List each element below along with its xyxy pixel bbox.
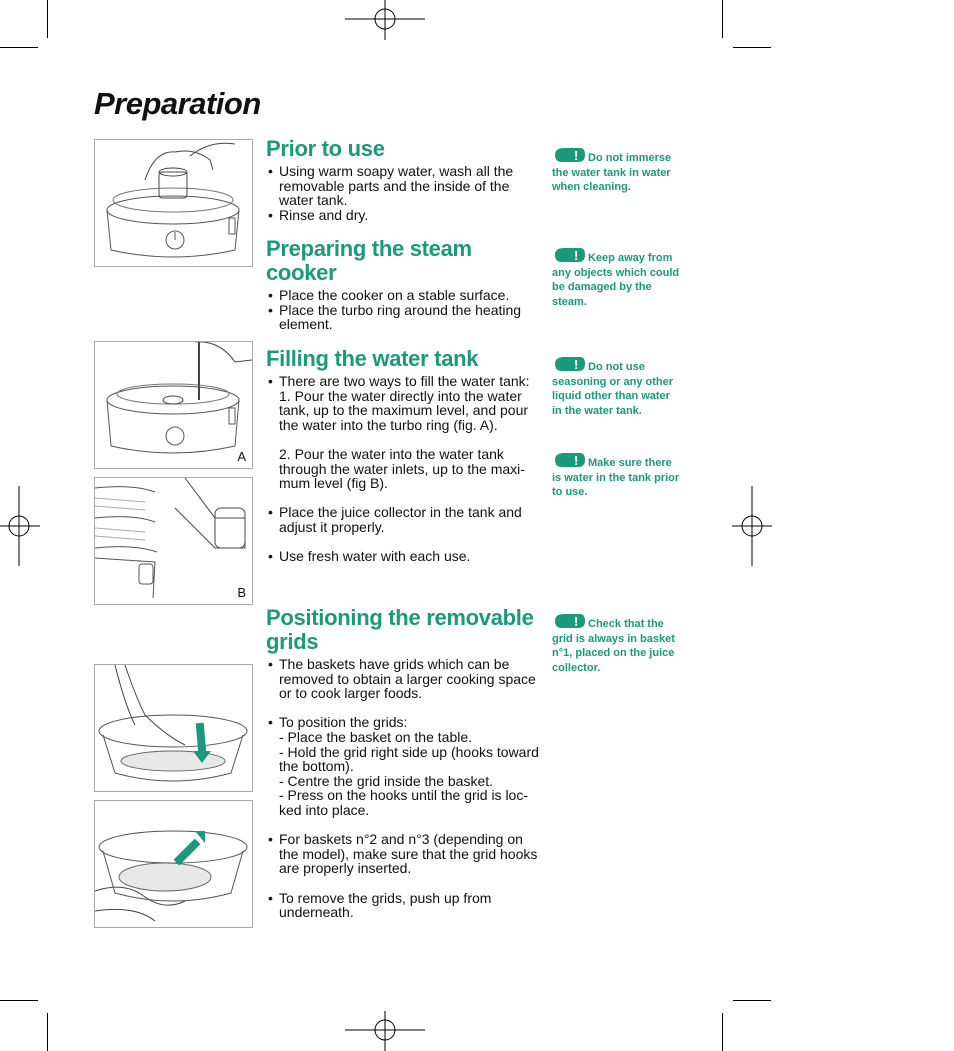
warning-note — [552, 613, 680, 675]
svg-text:!: ! — [574, 148, 579, 163]
svg-text:!: ! — [574, 357, 579, 372]
sub-item: - Place the basket on the table. — [279, 728, 473, 745]
crop-mark — [733, 1000, 771, 1001]
crop-mark — [733, 47, 771, 48]
crop-mark — [0, 47, 38, 48]
figure-b-label: B — [237, 585, 246, 600]
registration-mark-icon — [732, 486, 772, 566]
heading-line: grids — [266, 629, 319, 654]
warning-drop-icon — [552, 356, 586, 372]
warning-drop-icon — [552, 147, 586, 163]
registration-mark-icon — [0, 486, 40, 566]
warning-drop-icon — [552, 247, 586, 263]
sub-item: - Hold the grid right side up (hooks toward the bottom). — [279, 743, 539, 775]
warning-drop-icon — [552, 613, 586, 629]
sub-item: - Centre the grid inside the basket. — [279, 772, 494, 789]
list-item: • For baskets n°2 and n°3 (depending on the model), make sure that the grid hooks are properly inserted. — [266, 832, 541, 876]
warning-note — [552, 356, 680, 418]
heading-preparing — [266, 237, 472, 285]
heading-grids — [266, 606, 534, 654]
warning-drop-icon — [552, 452, 586, 468]
steam-cooker-illustration — [95, 140, 252, 266]
crop-mark — [47, 0, 48, 38]
list-item — [266, 374, 541, 491]
steam-cooker-inlet-illustration — [95, 478, 252, 604]
note-text: Check that the grid is always in basket n°1, placed on the juice collector. — [552, 618, 675, 674]
svg-text:!: ! — [574, 614, 579, 629]
crop-mark — [722, 1013, 723, 1051]
list-item: • Rinse and dry. — [266, 208, 541, 223]
filling-body — [266, 374, 541, 564]
list-item: • Using warm soapy water, wash all the removable parts and the inside of the water tank. — [266, 164, 541, 208]
heading-line: Preparing the steam — [266, 236, 472, 261]
sub-item: 1. Pour the water directly into the water tank, up to the maximum level, and pour the water into the turbo ring (fig. A). — [279, 387, 529, 433]
warning-note — [552, 147, 680, 195]
figure-grid-insert — [94, 664, 253, 792]
grid-remove-illustration — [95, 801, 252, 927]
list-item — [266, 715, 541, 817]
registration-mark-icon — [345, 0, 425, 40]
prior-to-use-body — [266, 164, 541, 222]
crop-mark — [722, 0, 723, 38]
preparing-body — [266, 288, 541, 332]
note-text: Keep away from any objects which could be damaged by the steam. — [552, 252, 680, 308]
heading-line: Positioning the removable — [266, 605, 534, 630]
figure-grid-remove — [94, 800, 253, 928]
figure-a-label: A — [237, 449, 246, 464]
list-item: • Place the cooker on a stable surface. — [266, 288, 541, 303]
crop-mark — [47, 1013, 48, 1051]
crop-mark — [0, 1000, 38, 1001]
warning-note — [552, 247, 680, 309]
page-title: Preparation — [94, 86, 261, 121]
sub-item: 2. Pour the water into the water tank through the water inlets, up to the maxi-mum level (fig B). — [279, 445, 525, 492]
heading-prior-to-use: Prior to use — [266, 136, 385, 161]
list-item-text: • To position the grids: — [279, 714, 408, 731]
figure-b — [94, 477, 253, 605]
svg-text:!: ! — [574, 453, 579, 468]
registration-mark-icon — [345, 1011, 425, 1051]
heading-line: cooker — [266, 260, 337, 285]
note-text: Do not immerse the water tank in water when cleaning. — [552, 152, 672, 193]
steam-cooker-pouring-illustration — [95, 342, 252, 468]
figure-a — [94, 341, 253, 469]
warning-note — [552, 452, 680, 500]
grids-body — [266, 657, 541, 920]
list-item: • Place the juice collector in the tank and adjust it properly. — [266, 505, 541, 534]
list-item: • The baskets have grids which can be removed to obtain a larger cooking space or to cook larger foods. — [266, 657, 541, 701]
list-item: • Use fresh water with each use. — [266, 549, 541, 564]
svg-text:!: ! — [574, 248, 579, 263]
grid-insert-illustration — [95, 665, 252, 791]
note-text: Make sure there is water in the tank prior to use. — [552, 457, 680, 498]
list-item-text: • There are two ways to fill the water tank: — [279, 373, 530, 389]
list-item: • To remove the grids, push up from underneath. — [266, 891, 541, 920]
sub-item: - Press on the hooks until the grid is loc-ked into place. — [279, 787, 529, 818]
list-item: • Place the turbo ring around the heating element. — [266, 303, 541, 332]
figure-washing — [94, 139, 253, 267]
note-text: Do not use seasoning or any other liquid other than water in the water tank. — [552, 361, 674, 417]
heading-filling: Filling the water tank — [266, 346, 479, 371]
